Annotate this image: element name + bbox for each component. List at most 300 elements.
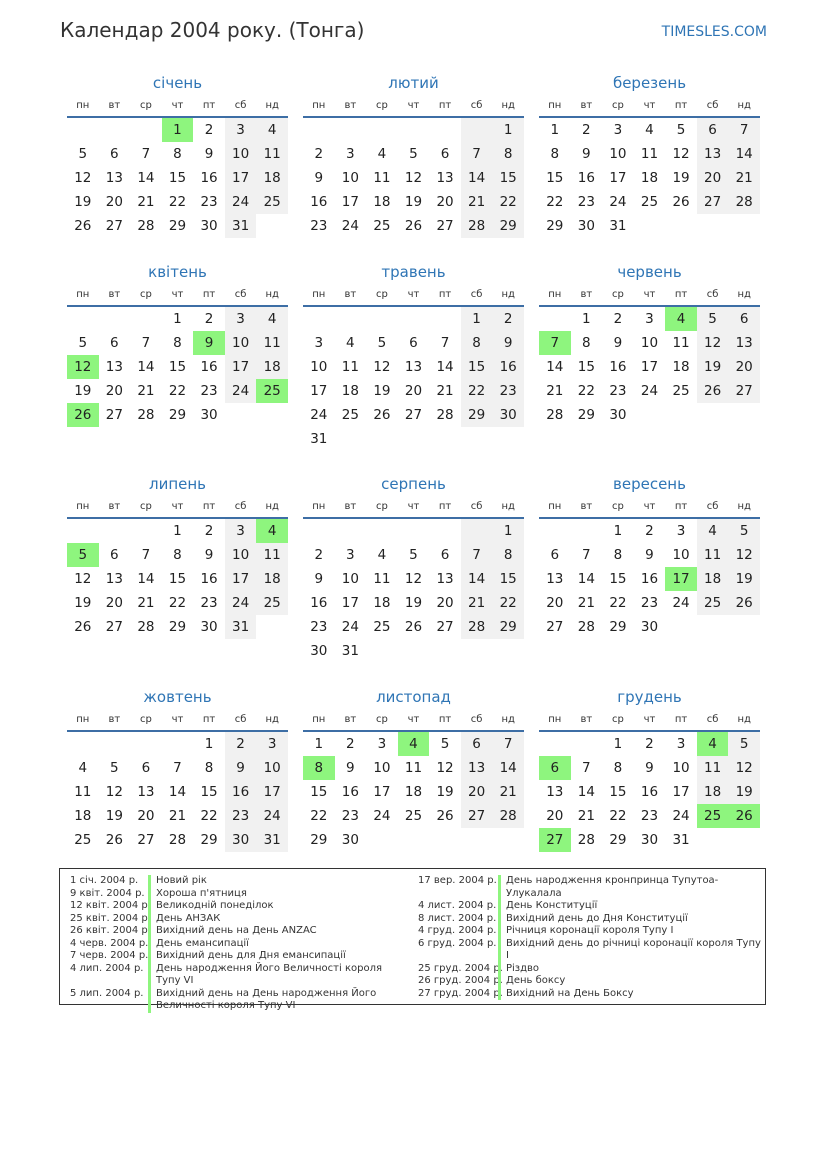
month-table (67, 283, 288, 427)
day-cell: 7 (461, 142, 493, 166)
day-cell: 11 (404, 760, 423, 776)
weekday-header: вт (335, 283, 367, 306)
holiday-name: Різдво (498, 963, 539, 976)
month-name: листопад (376, 688, 451, 706)
week-row (539, 331, 760, 355)
weekday-header: пн (303, 94, 335, 117)
holiday-entry (418, 925, 763, 938)
day-cell: 9 (204, 547, 214, 563)
day-cell: 31 (256, 828, 288, 852)
day-cell: 3 (613, 122, 623, 138)
day-cell: 12 (404, 571, 423, 587)
day-cell: 21 (461, 190, 493, 214)
holiday-entry (418, 938, 763, 963)
day-cell: 22 (168, 595, 187, 611)
day-cell: 27 (404, 407, 423, 423)
empty-cell (99, 731, 131, 756)
weekday-header: нд (728, 94, 760, 117)
holiday-day-cell: 7 (539, 331, 571, 355)
holiday-date: 9 квіт. 2004 р. (70, 887, 145, 899)
week-row (303, 591, 524, 615)
holiday-day-cell: 26 (67, 403, 99, 427)
day-cell: 18 (373, 194, 391, 210)
day-cell: 27 (105, 218, 123, 234)
day-cell: 26 (436, 808, 454, 824)
day-cell: 11 (697, 543, 729, 567)
holiday-date: 4 лист. 2004 р. (418, 900, 497, 911)
day-cell: 3 (225, 306, 257, 331)
month-calendar (539, 473, 760, 639)
empty-cell (398, 828, 430, 852)
day-cell: 20 (436, 194, 454, 210)
day-cell: 20 (697, 166, 729, 190)
holiday-day-cell: 5 (67, 543, 99, 567)
weekday-header: чт (634, 708, 666, 731)
day-cell: 21 (728, 166, 760, 190)
week-row (303, 379, 524, 403)
day-cell: 14 (546, 359, 564, 375)
weekday-header: сб (225, 708, 257, 731)
holiday-entry (70, 875, 415, 888)
day-cell: 9 (314, 170, 324, 186)
day-cell: 2 (314, 547, 324, 563)
day-cell: 3 (225, 117, 257, 142)
month-name: січень (152, 74, 203, 92)
holiday-date: 26 груд. 2004 р. (418, 975, 503, 986)
day-cell: 13 (461, 756, 493, 780)
week-row (539, 804, 760, 828)
week-row (539, 166, 760, 190)
day-cell: 5 (728, 731, 760, 756)
empty-cell (429, 639, 461, 663)
day-cell: 29 (310, 832, 328, 848)
day-cell: 19 (74, 194, 92, 210)
day-cell: 26 (672, 194, 690, 210)
day-cell: 11 (256, 331, 288, 355)
day-cell: 27 (436, 619, 454, 635)
day-cell: 11 (74, 784, 92, 800)
day-cell: 9 (582, 146, 591, 162)
day-cell: 23 (609, 383, 627, 399)
weekday-header: пн (539, 495, 571, 518)
weekday-header: вт (99, 283, 131, 306)
day-cell: 16 (640, 571, 659, 587)
day-cell: 19 (74, 595, 92, 611)
empty-cell (366, 518, 398, 543)
empty-cell (130, 306, 162, 331)
weekday-header: нд (256, 94, 288, 117)
day-cell: 10 (640, 335, 659, 351)
holiday-date: 26 квіт. 2004 р. (70, 925, 151, 936)
day-cell: 18 (373, 595, 391, 611)
day-cell: 21 (168, 808, 187, 824)
week-row (303, 427, 524, 451)
holiday-list (59, 868, 766, 1011)
week-row (67, 756, 288, 780)
weekday-header: нд (728, 495, 760, 518)
week-row (303, 403, 524, 427)
empty-cell (492, 828, 524, 852)
day-cell: 31 (672, 832, 690, 848)
day-cell: 29 (200, 832, 218, 848)
month-calendar (303, 261, 524, 451)
weekday-header: нд (256, 708, 288, 731)
weekday-header: ср (602, 283, 634, 306)
day-cell: 27 (105, 407, 123, 423)
holiday-name: Річниця коронації короля Тупу I (498, 925, 673, 938)
weekday-header: пн (303, 283, 335, 306)
holiday-day-cell: 17 (665, 567, 697, 591)
day-cell: 13 (697, 142, 729, 166)
day-cell: 22 (461, 379, 493, 403)
empty-cell (335, 518, 367, 543)
week-row (67, 117, 288, 142)
day-cell: 11 (341, 359, 359, 375)
day-cell: 23 (341, 808, 359, 824)
weekday-header: вт (571, 94, 603, 117)
empty-cell (728, 214, 760, 238)
day-cell: 17 (640, 359, 659, 375)
day-cell: 8 (173, 146, 182, 162)
weekday-header: ср (602, 708, 634, 731)
weekday-header: сб (461, 708, 493, 731)
day-cell: 23 (640, 808, 659, 824)
day-cell: 6 (110, 146, 119, 162)
day-cell: 15 (577, 359, 595, 375)
day-cell: 21 (137, 194, 155, 210)
week-row (67, 190, 288, 214)
day-cell: 16 (609, 359, 627, 375)
empty-cell (99, 306, 131, 331)
empty-cell (67, 731, 99, 756)
day-cell: 17 (341, 595, 359, 611)
day-cell: 6 (440, 146, 450, 162)
day-cell: 22 (168, 383, 187, 399)
day-cell: 30 (310, 643, 328, 659)
day-cell: 22 (546, 194, 564, 210)
weekday-header: пт (193, 283, 225, 306)
week-row (539, 379, 760, 403)
day-cell: 13 (546, 571, 564, 587)
day-cell: 3 (645, 311, 654, 327)
day-cell: 15 (200, 784, 218, 800)
day-cell: 25 (74, 832, 92, 848)
week-row (303, 756, 524, 780)
day-cell: 17 (225, 567, 257, 591)
day-cell: 29 (168, 407, 187, 423)
day-cell: 19 (672, 170, 690, 186)
day-cell: 28 (461, 615, 493, 639)
day-cell: 5 (728, 518, 760, 543)
day-cell: 8 (492, 142, 524, 166)
week-row (303, 828, 524, 852)
day-cell: 23 (310, 619, 328, 635)
weekday-header: чт (162, 94, 194, 117)
day-cell: 19 (436, 784, 454, 800)
month-table (303, 495, 524, 663)
day-cell: 2 (645, 523, 654, 539)
day-cell: 11 (256, 142, 288, 166)
day-cell: 5 (110, 760, 119, 776)
day-cell: 17 (609, 170, 627, 186)
holiday-entry (418, 988, 763, 1001)
empty-cell (697, 828, 729, 852)
day-cell: 6 (728, 306, 760, 331)
day-cell: 16 (200, 170, 218, 186)
holiday-date: 5 лип. 2004 р. (70, 987, 144, 999)
week-row (303, 639, 524, 663)
day-cell: 20 (105, 383, 123, 399)
day-cell: 3 (346, 547, 355, 563)
day-cell: 4 (645, 122, 654, 138)
holiday-day-cell: 12 (67, 355, 99, 379)
empty-cell (366, 639, 398, 663)
day-cell: 28 (137, 619, 155, 635)
day-cell: 5 (409, 146, 418, 162)
day-cell: 25 (697, 591, 729, 615)
day-cell: 2 (645, 736, 654, 752)
weekday-header: нд (492, 94, 524, 117)
day-cell: 2 (204, 311, 214, 327)
day-cell: 11 (373, 571, 391, 587)
empty-cell (335, 306, 367, 331)
week-row (67, 828, 288, 852)
day-cell: 16 (200, 359, 218, 375)
empty-cell (67, 518, 99, 543)
week-row (67, 379, 288, 403)
day-cell: 15 (609, 784, 627, 800)
day-cell: 21 (137, 383, 155, 399)
weekday-header: пн (67, 283, 99, 306)
day-cell: 18 (74, 808, 92, 824)
week-row (67, 780, 288, 804)
weekday-header: пт (429, 94, 461, 117)
day-cell: 9 (613, 335, 623, 351)
weekday-header: пн (303, 495, 335, 518)
empty-cell (461, 828, 493, 852)
month-calendar (539, 261, 760, 427)
weekday-header: сб (225, 94, 257, 117)
empty-cell (335, 117, 367, 142)
weekday-header: пн (67, 708, 99, 731)
weekday-header: чт (162, 708, 194, 731)
day-cell: 7 (141, 335, 151, 351)
day-cell: 5 (377, 335, 387, 351)
week-row (303, 567, 524, 591)
weekday-header: сб (461, 94, 493, 117)
day-cell: 28 (577, 619, 595, 635)
day-cell: 9 (645, 547, 654, 563)
day-cell: 28 (492, 804, 524, 828)
day-cell: 18 (256, 355, 288, 379)
empty-cell (99, 518, 131, 543)
weekday-header: сб (225, 495, 257, 518)
empty-cell (697, 403, 729, 427)
day-cell: 7 (141, 547, 151, 563)
day-cell: 30 (640, 832, 659, 848)
weekday-header: чт (398, 495, 430, 518)
day-cell: 1 (550, 122, 560, 138)
day-cell: 11 (697, 756, 729, 780)
week-row (303, 543, 524, 567)
day-cell: 26 (373, 407, 391, 423)
day-cell: 9 (492, 331, 524, 355)
day-cell: 20 (105, 595, 123, 611)
weekday-header: нд (492, 283, 524, 306)
week-row (67, 731, 288, 756)
holiday-name: День боксу (498, 975, 565, 988)
day-cell: 12 (728, 756, 760, 780)
day-cell: 28 (137, 218, 155, 234)
weekday-header: вт (335, 495, 367, 518)
weekday-header: ср (130, 495, 162, 518)
day-cell: 11 (640, 146, 659, 162)
day-cell: 22 (492, 591, 524, 615)
empty-cell (539, 306, 571, 331)
month-table (539, 94, 760, 238)
empty-cell (256, 615, 288, 639)
day-cell: 21 (461, 591, 493, 615)
day-cell: 28 (168, 832, 187, 848)
empty-cell (366, 828, 398, 852)
day-cell: 26 (404, 619, 423, 635)
day-cell: 14 (461, 166, 493, 190)
empty-cell (665, 214, 697, 238)
holiday-name: День народження кронпринца Тупутоа-Улукалала (498, 875, 763, 900)
day-cell: 17 (341, 194, 359, 210)
day-cell: 16 (200, 571, 218, 587)
week-row (539, 117, 760, 142)
day-cell: 7 (173, 760, 182, 776)
day-cell: 5 (676, 122, 686, 138)
day-cell: 19 (74, 383, 92, 399)
week-row (67, 804, 288, 828)
weekday-header: чт (634, 94, 666, 117)
day-cell: 2 (582, 122, 591, 138)
empty-cell (398, 518, 430, 543)
day-cell: 29 (546, 218, 564, 234)
day-cell: 22 (492, 190, 524, 214)
day-cell: 15 (168, 571, 187, 587)
day-cell: 28 (728, 190, 760, 214)
holiday-entry (70, 938, 415, 951)
week-row (539, 828, 760, 852)
day-cell: 15 (492, 567, 524, 591)
day-cell: 9 (225, 756, 257, 780)
weekday-header: вт (571, 708, 603, 731)
day-cell: 10 (341, 170, 359, 186)
day-cell: 6 (110, 547, 119, 563)
empty-cell (539, 518, 571, 543)
holiday-entry (70, 913, 415, 926)
day-cell: 30 (341, 832, 359, 848)
holiday-entry (70, 950, 415, 963)
day-cell: 10 (225, 142, 257, 166)
week-row (539, 403, 760, 427)
day-cell: 23 (310, 218, 328, 234)
empty-cell (256, 403, 288, 427)
day-cell: 22 (310, 808, 328, 824)
week-row (539, 756, 760, 780)
day-cell: 31 (341, 643, 359, 659)
day-cell: 6 (461, 731, 493, 756)
site-logo-link[interactable]: TIMESLES.COM (661, 24, 767, 40)
weekday-header: пн (67, 495, 99, 518)
empty-cell (429, 427, 461, 451)
day-cell: 6 (110, 335, 119, 351)
holiday-day-cell: 4 (697, 731, 729, 756)
day-cell: 6 (550, 547, 560, 563)
day-cell: 22 (577, 383, 595, 399)
day-cell: 17 (225, 355, 257, 379)
month-name: березень (612, 74, 687, 92)
day-cell: 20 (137, 808, 155, 824)
weekday-header: сб (225, 283, 257, 306)
day-cell: 29 (609, 619, 627, 635)
holiday-date: 4 груд. 2004 р. (418, 925, 497, 936)
day-cell: 30 (492, 403, 524, 427)
day-cell: 27 (697, 190, 729, 214)
day-cell: 28 (577, 832, 595, 848)
holiday-entry (70, 988, 415, 1013)
day-cell: 7 (582, 547, 591, 563)
weekday-header: чт (634, 495, 666, 518)
day-cell: 7 (582, 760, 591, 776)
day-cell: 5 (697, 306, 729, 331)
day-cell: 24 (310, 407, 328, 423)
weekday-header: пт (193, 94, 225, 117)
week-row (539, 190, 760, 214)
weekday-header: вт (335, 94, 367, 117)
month-calendar (539, 686, 760, 852)
day-cell: 10 (225, 543, 257, 567)
month-name: серпень (381, 475, 446, 493)
day-cell: 5 (78, 335, 88, 351)
weekday-header: сб (697, 708, 729, 731)
day-cell: 25 (256, 190, 288, 214)
day-cell: 27 (436, 218, 454, 234)
day-cell: 10 (672, 760, 690, 776)
weekday-header: пт (665, 708, 697, 731)
day-cell: 15 (492, 166, 524, 190)
day-cell: 10 (225, 331, 257, 355)
day-cell: 8 (173, 335, 182, 351)
holiday-name: Вихідний день на День ANZAC (148, 925, 317, 938)
week-row (303, 117, 524, 142)
week-row (539, 355, 760, 379)
day-cell: 8 (204, 760, 214, 776)
day-cell: 14 (168, 784, 187, 800)
day-cell: 23 (200, 194, 218, 210)
day-cell: 4 (346, 335, 355, 351)
empty-cell (429, 306, 461, 331)
day-cell: 31 (609, 218, 627, 234)
day-cell: 22 (609, 808, 627, 824)
day-cell: 21 (577, 595, 595, 611)
day-cell: 30 (577, 218, 595, 234)
day-cell: 5 (440, 736, 450, 752)
weekday-header: чт (398, 708, 430, 731)
day-cell: 1 (173, 311, 182, 327)
holiday-day-cell: 6 (539, 756, 571, 780)
day-cell: 25 (373, 619, 391, 635)
day-cell: 3 (346, 146, 355, 162)
weekday-header: пн (303, 708, 335, 731)
weekday-header: пт (193, 708, 225, 731)
empty-cell (492, 639, 524, 663)
day-cell: 31 (310, 431, 328, 447)
week-row (539, 306, 760, 331)
